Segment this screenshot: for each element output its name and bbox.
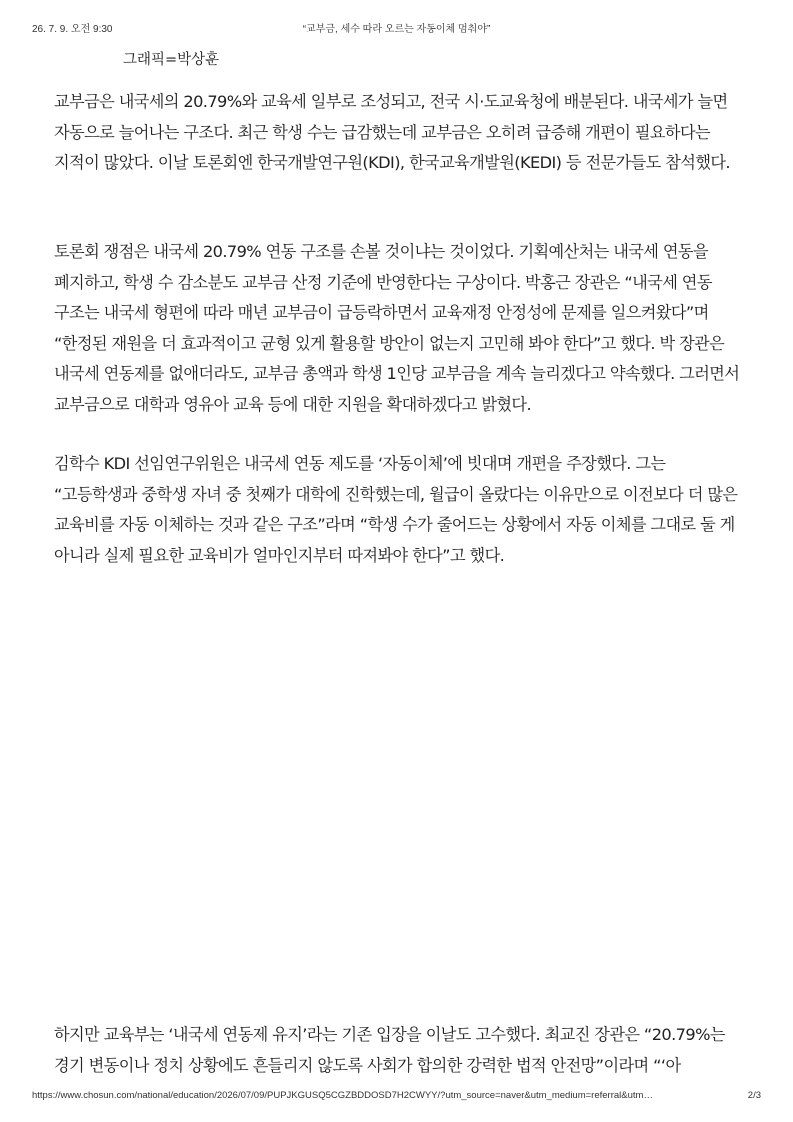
article-paragraph-1 <box>54 87 742 179</box>
page-number: 2/3 <box>747 1090 761 1101</box>
print-page-title: “교부금, 세수 따라 오르는 자동이체 멈춰야” <box>302 24 491 35</box>
print-footer <box>32 1090 761 1106</box>
paragraph-text: 교부금은 내국세의 20.79%와 교육세 일부로 조성되고, 전국 시·도교육청에 배분된다. 내국세가 늘면 자동으로 늘어나는 구조다. 최근 학생 수는 급감했는데 교부금은 오히려 급증해 개편이 필요하다는 지적이 많았다. 이날 토론회엔 한국개발연구원(KDI), 한국교육개발원(KEDI) 등 전문가들도 참석했다. <box>54 92 730 172</box>
image-caption: 그래픽=박상훈 <box>123 52 220 68</box>
article-paragraph-2 <box>54 237 742 420</box>
page-url: https://www.chosun.com/national/education/2026/07/09/PUPJKGUSQ5CGZBDDOSD7H2CWYY/?utm_source=naver&utm_medium=referral&utm… <box>32 1090 653 1101</box>
paragraph-text: 김학수 KDI 선임연구위원은 내국세 연동 제도를 ‘자동이체’에 빗대며 개편을 주장했다. 그는 “고등학생과 중학생 자녀 중 첫째가 대학에 진학했는데, 월급이 올랐다는 이유만으로 이전보다 더 많은 교육비를 자동 이체하는 것과 같은 구조”라며 “학생 수가 줄어드는 상황에서 자동 이체를 그대로 둘 게 아니라 실제 필요한 교육비가 얼마인지부터 따져봐야 한다”고 했다. <box>54 454 738 565</box>
print-header <box>32 20 761 36</box>
print-datetime: 26. 7. 9. 오전 9:30 <box>32 24 113 35</box>
paragraph-text: 토론회 쟁점은 내국세 20.79% 연동 구조를 손볼 것이냐는 것이었다. 기획예산처는 내국세 연동을 폐지하고, 학생 수 감소분도 교부금 산정 기준에 반영한다는 구상이다. 박홍근 장관은 “내국세 연동 구조는 내국세 형편에 따라 매년 교부금이 급등락하면서 교육재정 안정성에 문제를 일으켜왔다”며 “한정된 재원을 더 효과적이고 균형 있게 활용할 방안이 없는지 고민해 봐야 한다”고 했다. 박 장관은 내국세 연동제를 없애더라도, 교부금 총액과 학생 1인당 교부금을 계속 늘리겠다고 약속했다. 그러면서 교부금으로 대학과 영유아 교육 등에 대한 지원을 확대하겠다고 밝혔다. <box>54 242 740 414</box>
paragraph-text: 하지만 교육부는 ‘내국세 연동제 유지’라는 기존 입장을 이날도 고수했다. 최교진 장관은 “20.79%는 경기 변동이나 정치 상황에도 흔들리지 않도록 사회가 합의한 강력한 법적 안전망”이라며 “‘아 <box>54 1025 725 1075</box>
article-paragraph-4 <box>54 1020 742 1084</box>
article-paragraph-3 <box>54 449 742 571</box>
